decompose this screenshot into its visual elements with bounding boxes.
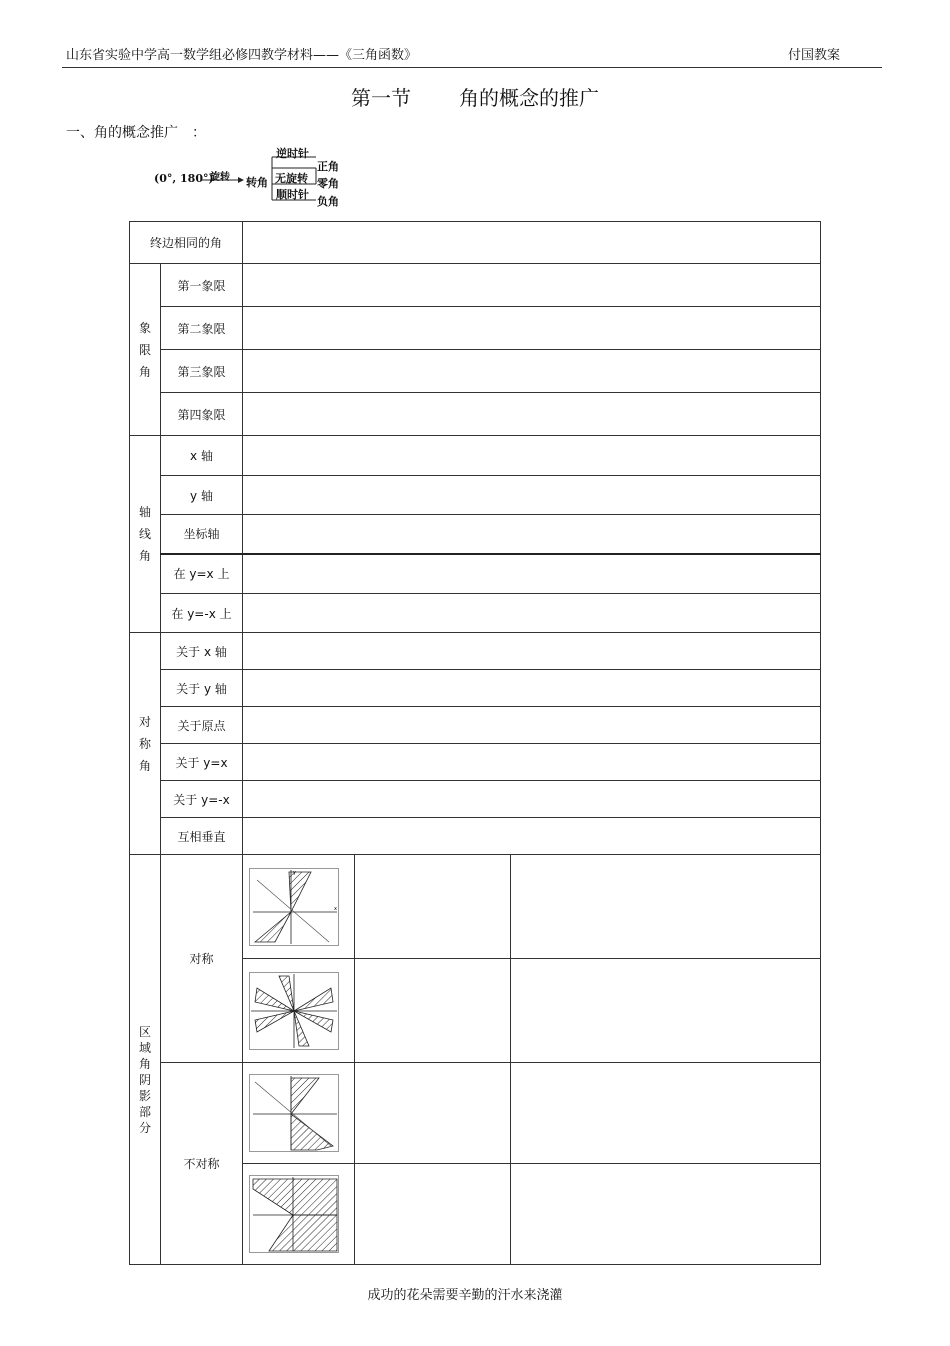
row-label: 关于 x 轴: [161, 633, 243, 670]
table-row: [130, 264, 821, 307]
row-label: 关于 y=-x: [161, 781, 243, 818]
region-diagram-3: [249, 1074, 339, 1152]
title-text: 角的概念的推广: [459, 86, 599, 110]
answer-cell[interactable]: [355, 959, 511, 1063]
title-section-number: 第一节: [351, 86, 411, 110]
row-label: 关于 y 轴: [161, 670, 243, 707]
angle-concept-table: [129, 221, 821, 1265]
flow-negative: 负角: [317, 195, 339, 208]
answer-cell[interactable]: [243, 633, 821, 670]
coterminal-label: 终边相同的角: [130, 222, 243, 264]
table-row: [130, 818, 821, 855]
quadrant-group-label: 象 限 角: [130, 264, 161, 436]
region-asymmetric-label: 不对称: [161, 1063, 243, 1265]
answer-cell[interactable]: [511, 1063, 821, 1164]
row-label: 第一象限: [161, 264, 243, 307]
row-label: 第三象限: [161, 350, 243, 393]
footer-motto: 成功的花朵需要辛勤的汗水来浇灌: [367, 1288, 563, 1303]
table-row: [130, 222, 821, 264]
diagram-cell: [243, 1164, 355, 1265]
row-label: 互相垂直: [161, 818, 243, 855]
flow-arrow-label: 旋转: [210, 172, 230, 183]
row-label: y 轴: [161, 476, 243, 515]
table-row: [130, 436, 821, 476]
answer-cell[interactable]: [355, 1164, 511, 1265]
row-label: 关于原点: [161, 707, 243, 744]
answer-cell[interactable]: [243, 707, 821, 744]
table-row: [130, 633, 821, 670]
region-diagram-2: [249, 972, 339, 1050]
rotation-flow-diagram: [150, 147, 350, 212]
table-row: [130, 350, 821, 393]
answer-cell[interactable]: [243, 222, 821, 264]
page-title: [0, 82, 950, 111]
answer-cell[interactable]: [243, 264, 821, 307]
answer-cell[interactable]: [243, 594, 821, 633]
answer-cell[interactable]: [243, 476, 821, 515]
answer-cell[interactable]: [243, 670, 821, 707]
diagram-cell: [243, 1063, 355, 1164]
answer-cell[interactable]: [355, 1063, 511, 1164]
flow-positive: 正角: [317, 160, 339, 173]
header-divider: [62, 67, 882, 68]
table-row: [130, 781, 821, 818]
section-heading: 一、角的概念推广 ：: [66, 125, 206, 141]
symmetric-group-label: 对 称 角: [130, 633, 161, 855]
region-group-label: 区 域 角 阴 影 部 分: [130, 855, 161, 1265]
answer-cell[interactable]: [243, 436, 821, 476]
row-label: 第四象限: [161, 393, 243, 436]
row-label: x 轴: [161, 436, 243, 476]
table-row: [130, 744, 821, 781]
region-diagram-1: [249, 868, 339, 946]
answer-cell[interactable]: [511, 1164, 821, 1265]
answer-cell[interactable]: [243, 818, 821, 855]
answer-cell[interactable]: [511, 959, 821, 1063]
region-diagram-4: [249, 1175, 339, 1253]
axis-group-label: 轴 线 角: [130, 436, 161, 633]
answer-cell[interactable]: [243, 515, 821, 554]
table-row: [130, 515, 821, 554]
flow-range: (0°, 180°): [154, 172, 214, 185]
answer-cell[interactable]: [243, 393, 821, 436]
row-label: 在 y=-x 上: [161, 594, 243, 633]
table-row: [130, 707, 821, 744]
table-row: [130, 554, 821, 594]
header-title: 山东省实验中学高一数学组必修四教学材料——《三角函数》: [66, 48, 418, 63]
table-row: [130, 594, 821, 633]
answer-cell[interactable]: [243, 744, 821, 781]
table-row: [130, 670, 821, 707]
axis-x-label: x: [334, 905, 337, 912]
answer-cell[interactable]: [511, 855, 821, 959]
row-label: 第二象限: [161, 307, 243, 350]
answer-cell[interactable]: [243, 350, 821, 393]
diagram-cell: [243, 959, 355, 1063]
flow-result: 转角: [246, 176, 268, 189]
region-symmetric-label: 对称: [161, 855, 243, 1063]
answer-cell[interactable]: [243, 307, 821, 350]
flow-none: 无旋转: [275, 172, 308, 185]
answer-cell[interactable]: [243, 554, 821, 594]
row-label: 在 y=x 上: [161, 554, 243, 594]
flow-cw: 顺时针: [276, 188, 309, 201]
flow-ccw: 逆时针: [276, 147, 309, 160]
table-row: [130, 855, 821, 959]
row-label: 关于 y=x: [161, 744, 243, 781]
table-row: [130, 476, 821, 515]
answer-cell[interactable]: [243, 781, 821, 818]
header-author: 付国教案: [788, 48, 841, 63]
diagram-cell: [243, 855, 355, 959]
table-row: [130, 307, 821, 350]
axis-y-label: y: [293, 869, 296, 876]
table-row: [130, 393, 821, 436]
row-label: 坐标轴: [161, 515, 243, 554]
table-row: [130, 1063, 821, 1164]
answer-cell[interactable]: [355, 855, 511, 959]
flow-zero: 零角: [317, 177, 339, 190]
